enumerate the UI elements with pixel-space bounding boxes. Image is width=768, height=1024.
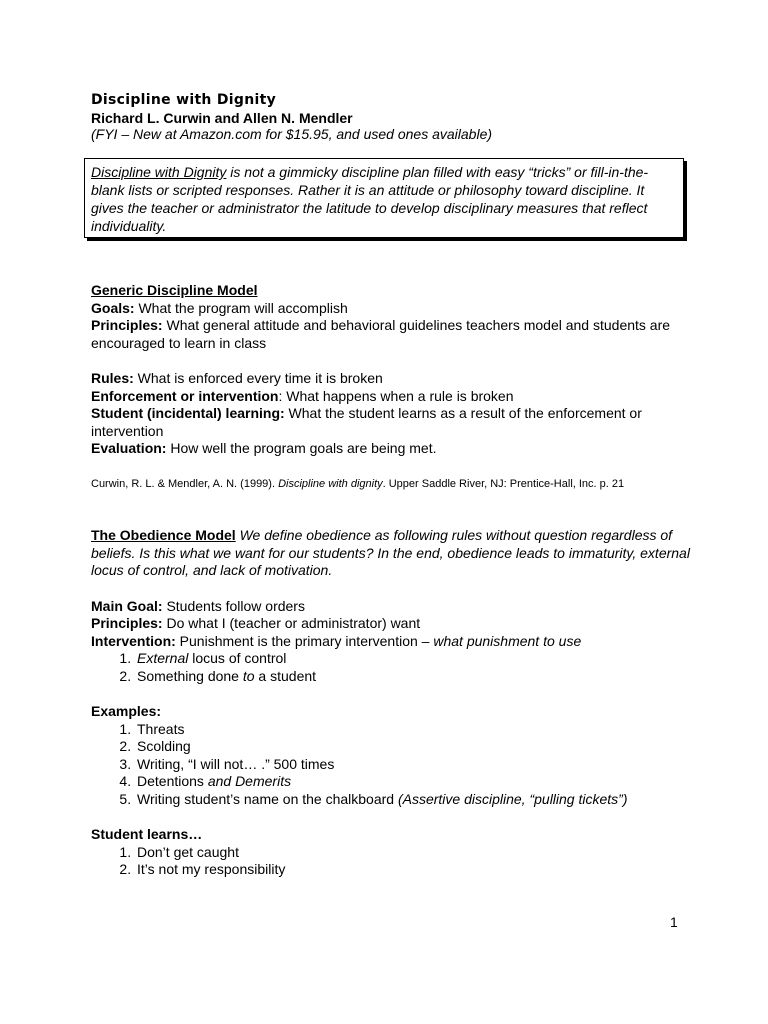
document-title: Discipline with Dignity (91, 92, 276, 108)
reference-publisher: . Upper Saddle River, NJ: Prentice-Hall, Inc. p. 21 (382, 478, 625, 490)
examples-label: Examples: (91, 703, 162, 719)
examples-list (91, 721, 691, 809)
enforcement-label: Enforcement or intervention (91, 387, 279, 404)
intervention-italic: what punishment to use (433, 632, 582, 649)
page-number: 1 (670, 914, 678, 930)
list-item-text: Something done (137, 667, 243, 684)
obedience-model-section (91, 527, 691, 879)
intervention-list (91, 650, 691, 685)
principles-text: What general attitude and behavioral guidelines teachers model and students are encouraged to learn in class (91, 317, 671, 351)
intro-book-title: Discipline with Dignity (91, 164, 227, 180)
student-learning-line (91, 405, 691, 440)
intervention-line (91, 633, 691, 651)
obedience-principles-label: Principles: (91, 615, 163, 631)
list-item-text: Detentions (137, 773, 208, 789)
student-learns-list (91, 844, 691, 879)
intervention-label: Intervention: (91, 632, 176, 649)
intro-box (84, 158, 684, 238)
reference-citation (91, 477, 691, 491)
obedience-intro (91, 527, 691, 580)
principles-label: Principles: (91, 317, 163, 333)
rules-text: What is enforced every time it is broken (133, 370, 383, 386)
fyi-note: (FYI – New at Amazon.com for $15.95, and used ones available) (91, 126, 493, 142)
list-item: 2. Scolding (135, 738, 691, 756)
list-item (135, 773, 691, 791)
list-item: 1. Don’t get caught (135, 844, 691, 862)
generic-model-section (91, 282, 691, 458)
intro-paragraph (85, 159, 683, 235)
obedience-principles-text: Do what I (teacher or administrator) want (162, 615, 421, 631)
main-goal-text: Students follow orders (162, 597, 305, 614)
generic-model-heading: Generic Discipline Model (91, 282, 258, 298)
list-item: 3. Writing, “I will not… .” 500 times (135, 756, 691, 774)
obedience-heading: The Obedience Model (91, 527, 236, 543)
main-goal-line (91, 598, 691, 616)
enforcement-text: : What happens when a rule is broken (278, 387, 514, 404)
main-goal-label: Main Goal: (91, 597, 163, 614)
obedience-principles-line (91, 615, 691, 633)
list-item-italic: and Demerits (207, 773, 292, 789)
list-item-text: Writing student’s name on the chalkboard (137, 790, 398, 807)
list-item (135, 668, 691, 686)
intervention-text: Punishment is the primary intervention – (175, 632, 434, 649)
reference-book-title: Discipline with dignity (278, 478, 383, 490)
goals-label: Goals: (91, 299, 135, 316)
list-item: 1. Threats (135, 721, 691, 739)
reference-authors: Curwin, R. L. & Mendler, A. N. (1999). (91, 478, 279, 490)
list-item (135, 650, 691, 668)
principles-line (91, 317, 691, 352)
evaluation-label: Evaluation: (91, 440, 167, 456)
obedience-description: We define obedience as following rules without question regardless of beliefs. Is this what we want for our students? In the end, obedience leads to immaturity, external locus of control, and lack of motivation. (91, 527, 690, 578)
rules-line (91, 370, 691, 388)
student-learning-label: Student (incidental) learning: (91, 405, 285, 421)
goals-line (91, 300, 691, 318)
list-item-text: locus of control (188, 650, 287, 666)
list-item (135, 791, 691, 809)
evaluation-line (91, 440, 691, 458)
enforcement-line (91, 388, 691, 406)
goals-text: What the program will accomplish (134, 299, 348, 316)
authors-line: Richard L. Curwin and Allen N. Mendler (91, 110, 353, 126)
rules-label: Rules: (91, 370, 134, 386)
intro-text: is not a gimmicky discipline plan filled with easy “tricks” or fill-in-the-blank lists or scripted responses. Rather it is an attitude or philosophy toward discipline. It gives the teacher or administrator the latitude to develop disciplinary measures that reflect individuality. (91, 164, 649, 234)
list-item-italic: (Assertive discipline, “pulling tickets”) (397, 790, 628, 807)
list-item-text: a student (254, 667, 317, 684)
student-learning-text: What the student learns as a result of the enforcement or intervention (91, 405, 642, 439)
student-learns-label: Student learns… (91, 826, 203, 842)
list-item-italic: to (242, 667, 255, 684)
list-item: 2. It’s not my responsibility (135, 861, 691, 879)
evaluation-text: How well the program goals are being met. (166, 440, 437, 456)
list-item-italic: External (137, 650, 189, 666)
